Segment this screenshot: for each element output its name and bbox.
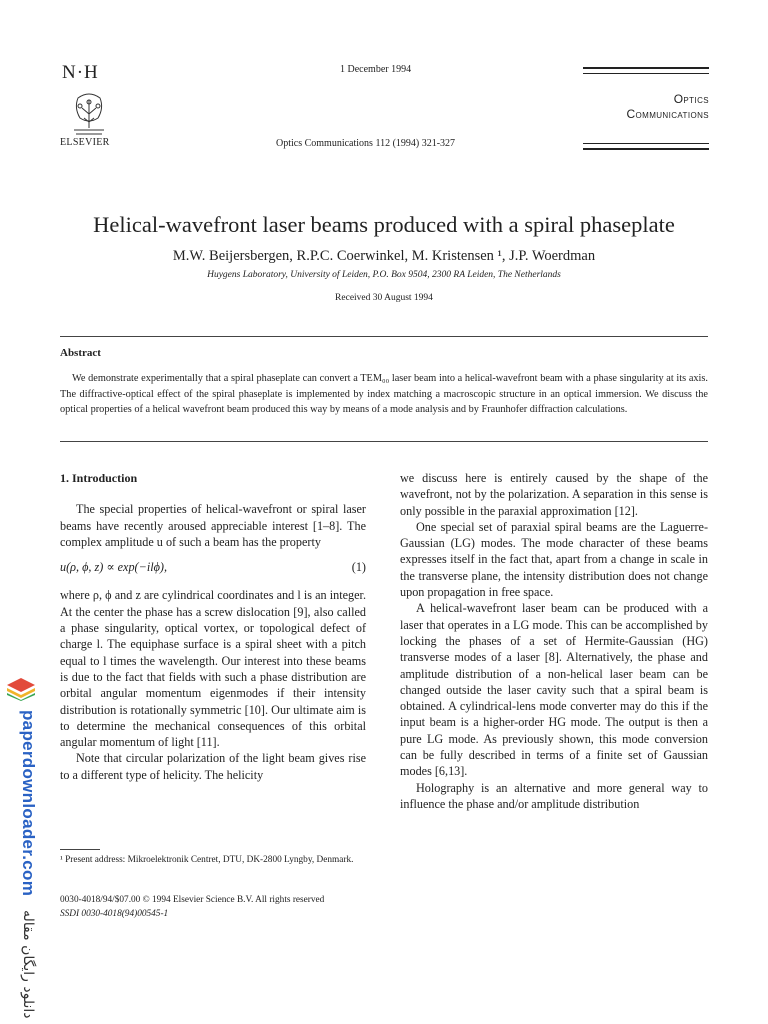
equation-number: (1) — [351, 560, 366, 575]
abstract-bottom-rule — [60, 441, 708, 442]
header-rule — [583, 67, 709, 69]
equation-expression: u(ρ, ϕ, z) ∝ exp(−ilϕ), — [60, 560, 168, 575]
paragraph: we discuss here is entirely caused by the shape of the wavefront, not by the polarization. A separation in this sense is only possible in the paraxial approximation [12]. — [400, 471, 708, 518]
footnote: ¹ Present address: Mikroelektronik Centret, DTU, DK-2800 Lyngby, Denmark. — [60, 855, 354, 865]
paragraph: A helical-wavefront laser beam can be produced with a laser that operates in a LG mode. This can be accomplished by locking the phases of a set of Hermite-Gaussian (HG) transverse modes of a laser [8]. Alternatively, the phase and amplitude distribution of a non-helical laser beam can be changed outside the laser cavity such that a spiral beam is obtained. A cylindrical-lens mode converter may do this if the input beam is a higher-order HG mode. The output is then a pure LG mode. As previously shown, this mode conversion can be fully described in terms of a finite set of Gaussian modes [6,13]. — [400, 601, 708, 779]
paperdownloader-logo-icon — [3, 675, 39, 701]
header-rule — [583, 148, 709, 150]
abstract-text: We demonstrate experimentally that a spiral phaseplate can convert a TEM₀₀ laser beam into a helical-wavefront beam with a phase singularity at its axis. The diffractive-optical effect of the spiral phaseplate is implemented by index matching a macroscopic structure in an optical immersion. We discuss the optical properties of a helical wavefront beam produced this way by means of a mode analysis and by Fraunhofer diffraction calculations. — [60, 373, 708, 415]
received-date: Received 30 August 1994 — [335, 293, 433, 303]
watermark-site-link[interactable]: paperdownloader.com — [19, 710, 38, 897]
publisher-name: ELSEVIER — [60, 137, 110, 148]
journal-name-line2: Communications — [626, 107, 709, 121]
header-rule — [583, 143, 709, 144]
equation-1 — [60, 559, 366, 575]
article-title: Helical-wavefront laser beams produced with a spiral phaseplate — [93, 212, 675, 237]
copyright-line: 0030-4018/94/$07.00 © 1994 Elsevier Science B.V. All rights reserved — [60, 895, 325, 905]
copyright-block — [60, 893, 420, 921]
paragraph: The special properties of helical-wavefront or spiral laser beams have recently aroused appreciable interest [1–8]. The complex amplitude u of such a beam has the property — [60, 502, 366, 549]
abstract-top-rule — [60, 336, 708, 337]
issue-date: 1 December 1994 — [340, 64, 412, 75]
north-holland-logo-text: N·H — [62, 62, 99, 83]
abstract-heading: Abstract — [60, 347, 101, 359]
journal-name — [585, 92, 709, 122]
watermark-persian-text: دانلود رایگان مقاله — [20, 910, 36, 1019]
right-column — [400, 470, 708, 812]
left-column — [60, 470, 366, 783]
article-authors: M.W. Beijersbergen, R.P.C. Coerwinkel, M. Kristensen ¹, J.P. Woerdman — [172, 248, 596, 264]
header-rule — [583, 73, 709, 74]
paragraph: Note that circular polarization of the light beam gives rise to a different type of helicity. The helicity — [60, 751, 366, 782]
paragraph: One special set of paraxial spiral beams are the Laguerre-Gaussian (LG) modes. The mode character of these beams expresses itself in the fact that, apart from a change in scale in the transverse plane, the intensity distribution does not change upon propagation in free space. — [400, 519, 708, 600]
journal-reference: Optics Communications 112 (1994) 321-327 — [276, 138, 456, 149]
ssdi-line: SSDI 0030-4018(94)00545-1 — [60, 909, 169, 919]
journal-name-line1: Optics — [673, 92, 709, 106]
author-affiliation: Huygens Laboratory, University of Leiden, P.O. Box 9504, 2300 RA Leiden, The Netherlands — [207, 270, 561, 280]
section-heading: 1. Introduction — [60, 471, 138, 485]
paragraph: Holography is an alternative and more general way to influence the phase and/or amplitude distribution — [400, 780, 708, 811]
paragraph: where ρ, ϕ and z are cylindrical coordinates and l is an integer. At the center the phase has a screw dislocation [9], also called a phase singularity, optical vortex, or topological defect of charge l. The equiphase surface is a spiral sheet with a pitch equal to l times the wavelength. Our interest into these beams is due to the fact that fields with such a phase distribution are orbital angular momentum eigenmodes if their intensity distribution is rotationally symmetric [10]. Our ultimate aim is to determine the mechanical consequences of this orbital angular momentum of light [11]. — [60, 588, 366, 750]
footnote-rule — [60, 849, 100, 850]
